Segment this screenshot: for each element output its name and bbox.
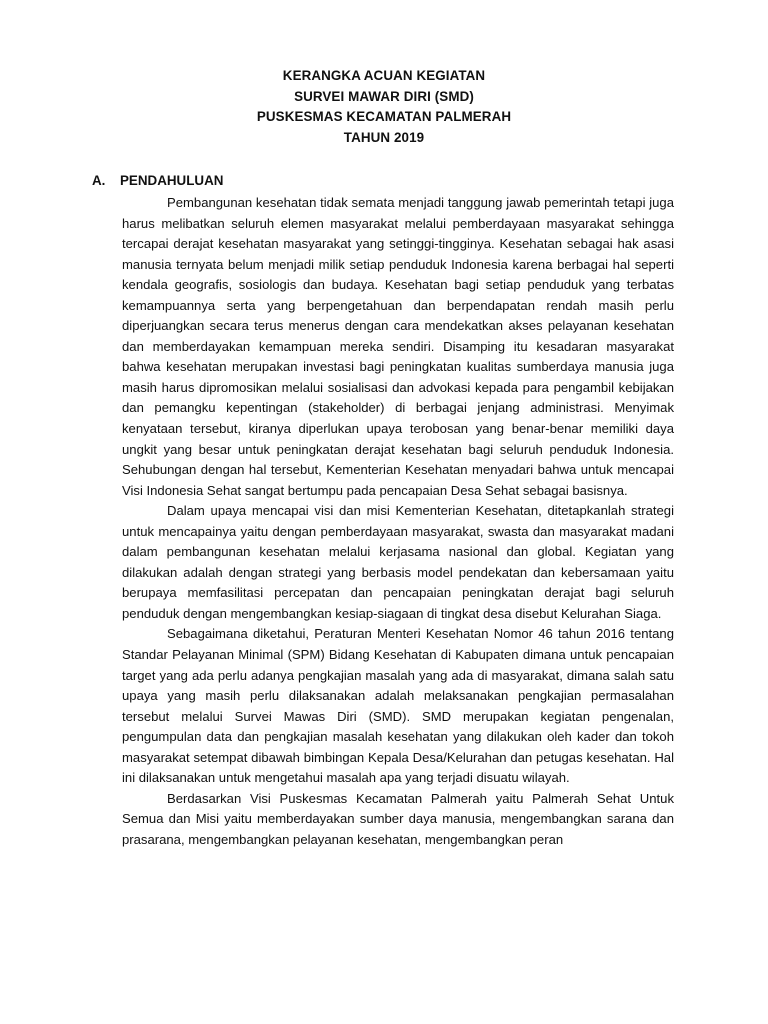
section-letter: A. [92,173,106,188]
section-body [122,193,674,851]
title-line-2: SURVEI MAWAR DIRI (SMD) [294,88,474,104]
title-line-4: TAHUN 2019 [343,129,425,145]
paragraph-1: Pembangunan kesehatan tidak semata menjadi tanggung jawab pemerintah tetapi juga harus melibatkan seluruh elemen masyarakat melalui pemberdayaan masyarakat sehingga tercapai derajat kesehatan masyarakat yang setinggi-tingginya. Kesehatan sebagai hak asasi manusia ternyata belum menjadi milik setiap penduduk Indonesia karena berbagai hal seperti kendala geografis, sosiologis dan budaya. Kesehatan bagi setiap penduduk yang terbatas kemampuannya serta yang berpengetahuan dan berpendapatan rendah masih perlu diperjuangkan secara terus menerus dengan cara mendekatkan akses pelayanan kesehatan dan memberdayakan kemampuan mereka sendiri. Disamping itu kesadaran masyarakat bahwa kesehatan merupakan investasi bagi peningkatan kualitas sumberdaya manusia juga masih harus dipromosikan melalui sosialisasi dan advokasi kepada para pengambil kebijakan dan pemangku kepentingan (stakeholder) di berbagai jenjang administrasi. Menyimak kenyataan tersebut, kiranya diperlukan upaya terobosan yang benar-benar memiliki daya ungkit yang besar untuk peningkatan derajat kesehatan bagi seluruh penduduk Indonesia. Sehubungan dengan hal tersebut, Kementerian Kesehatan menyadari bahwa untuk mencapai Visi Indonesia Sehat sangat bertumpu pada pencapaian Desa Sehat sebagai basisnya. [122,195,674,498]
document-title [0,66,768,148]
paragraph-3: Sebagaimana diketahui, Peraturan Menteri Kesehatan Nomor 46 tahun 2016 tentang Standar Pelayanan Minimal (SPM) Bidang Kesehatan di Kabupaten dimana untuk pencapaian target yang ada perlu adanya pengkajian masalah yang ada di masyarakat, dimana salah satu upaya yang masih perlu dilaksanakan adalah melaksanakan pengkajian permasalahan tersebut melalui Survei Mawas Diri (SMD). SMD merupakan kegiatan pengenalan, pengumpulan data dan pengkajian masalah kesehatan yang dilakukan oleh kader dan tokoh masyarakat setempat dibawah bimbingan Kepala Desa/Kelurahan dan petugas kesehatan. Hal ini dilaksanakan untuk mengetahui masalah apa yang terjadi disuatu wilayah. [122,626,674,786]
title-line-1: KERANGKA ACUAN KEGIATAN [282,68,486,83]
section-heading [92,171,223,191]
paragraph-4: Berdasarkan Visi Puskesmas Kecamatan Palmerah yaitu Palmerah Sehat Untuk Semua dan Misi yaitu memberdayakan sumber daya manusia, mengembangkan sarana dan prasarana, mengembangkan pelayanan kesehatan, mengembangkan peran [122,790,674,847]
paragraph-2: Dalam upaya mencapai visi dan misi Kementerian Kesehatan, ditetapkanlah strategi untuk mencapainya yaitu dengan pemberdayaan masyarakat, swasta dan masyarakat madani dalam pembangunan kesehatan melalui kerjasama nasional dan global. Kegiatan yang dilakukan adalah dengan strategi yang berbasis model pendekatan dan kebersamaan yaitu berupaya memfasilitasi percepatan dan pencapaian peningkatan derajat bagi seluruh penduduk dengan mengembangkan kesiap-siagaan di tingkat desa disebut Kelurahan Siaga. [122,503,674,621]
section-title: PENDAHULUAN [120,173,224,188]
title-line-3: PUSKESMAS KECAMATAN PALMERAH [256,109,512,124]
